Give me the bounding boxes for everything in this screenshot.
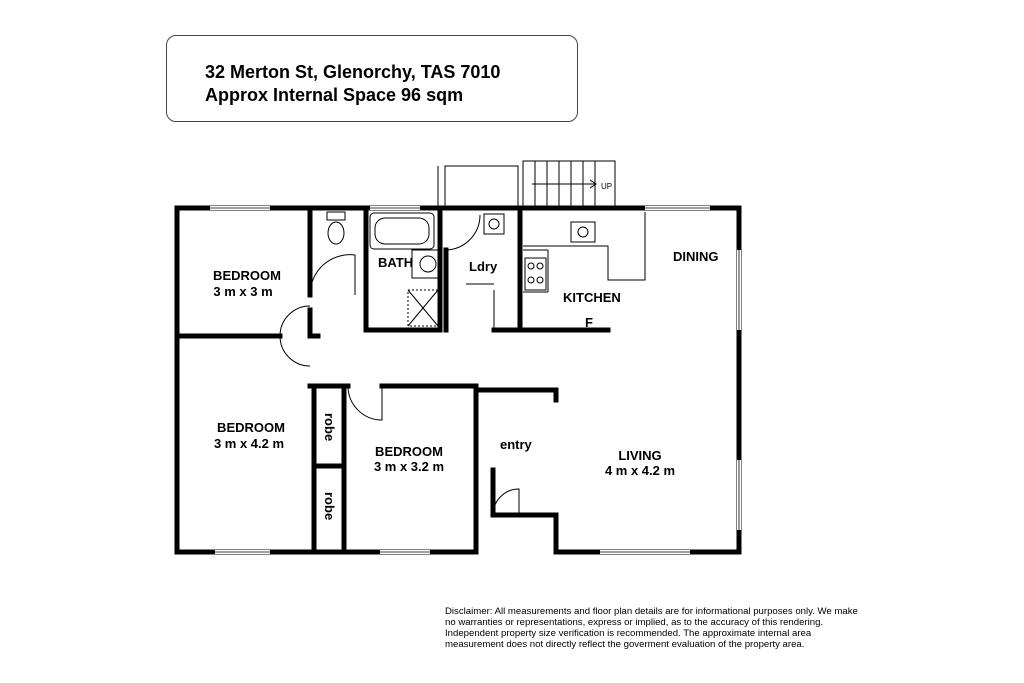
internal-space: Approx Internal Space 96 sqm (205, 85, 464, 105)
walls (177, 208, 739, 552)
bedroom1-name: BEDROOM (213, 268, 281, 283)
deck-outline (445, 166, 518, 207)
robe-lower-label: robe (322, 492, 337, 521)
robe-upper-label: robe (322, 413, 337, 442)
toilet-bowl (328, 222, 344, 244)
stairs-up-label: UP (601, 182, 613, 191)
bath-label: BATH (378, 255, 414, 270)
dining-label: DINING (673, 249, 719, 264)
bedroom2-name: BEDROOM (217, 420, 285, 435)
living-dims: 4 m x 4.2 m (604, 463, 676, 478)
entry-label: entry (500, 437, 532, 452)
laundry-label: Ldry (469, 259, 498, 274)
kitchen-sink (571, 222, 595, 242)
living-name: LIVING (618, 448, 662, 463)
laundry-tub (484, 214, 504, 234)
kitchen-label: KITCHEN (563, 290, 621, 305)
bedroom3-dims: 3 m x 3.2 m (373, 459, 445, 474)
cooktop (525, 258, 546, 290)
disclaimer-text: Disclaimer: All measurements and floor plan details are for informational purposes only. We make no warranties or representations, express or implied, as to the accuracy of this rendering. Independent property size verification is recommended. The approximate internal area measurement does not directly reflect the goverment evaluation of the property area. (445, 606, 858, 650)
bedroom2-dims: 3 m x 4.2 m (213, 436, 285, 451)
fridge-label: F (585, 315, 593, 330)
bedroom1-dims: 3 m x 3 m (213, 284, 273, 299)
property-address: 32 Merton St, Glenorchy, TAS 7010 (205, 62, 501, 82)
toilet-cistern (327, 212, 345, 220)
bedroom3-name: BEDROOM (375, 444, 443, 459)
